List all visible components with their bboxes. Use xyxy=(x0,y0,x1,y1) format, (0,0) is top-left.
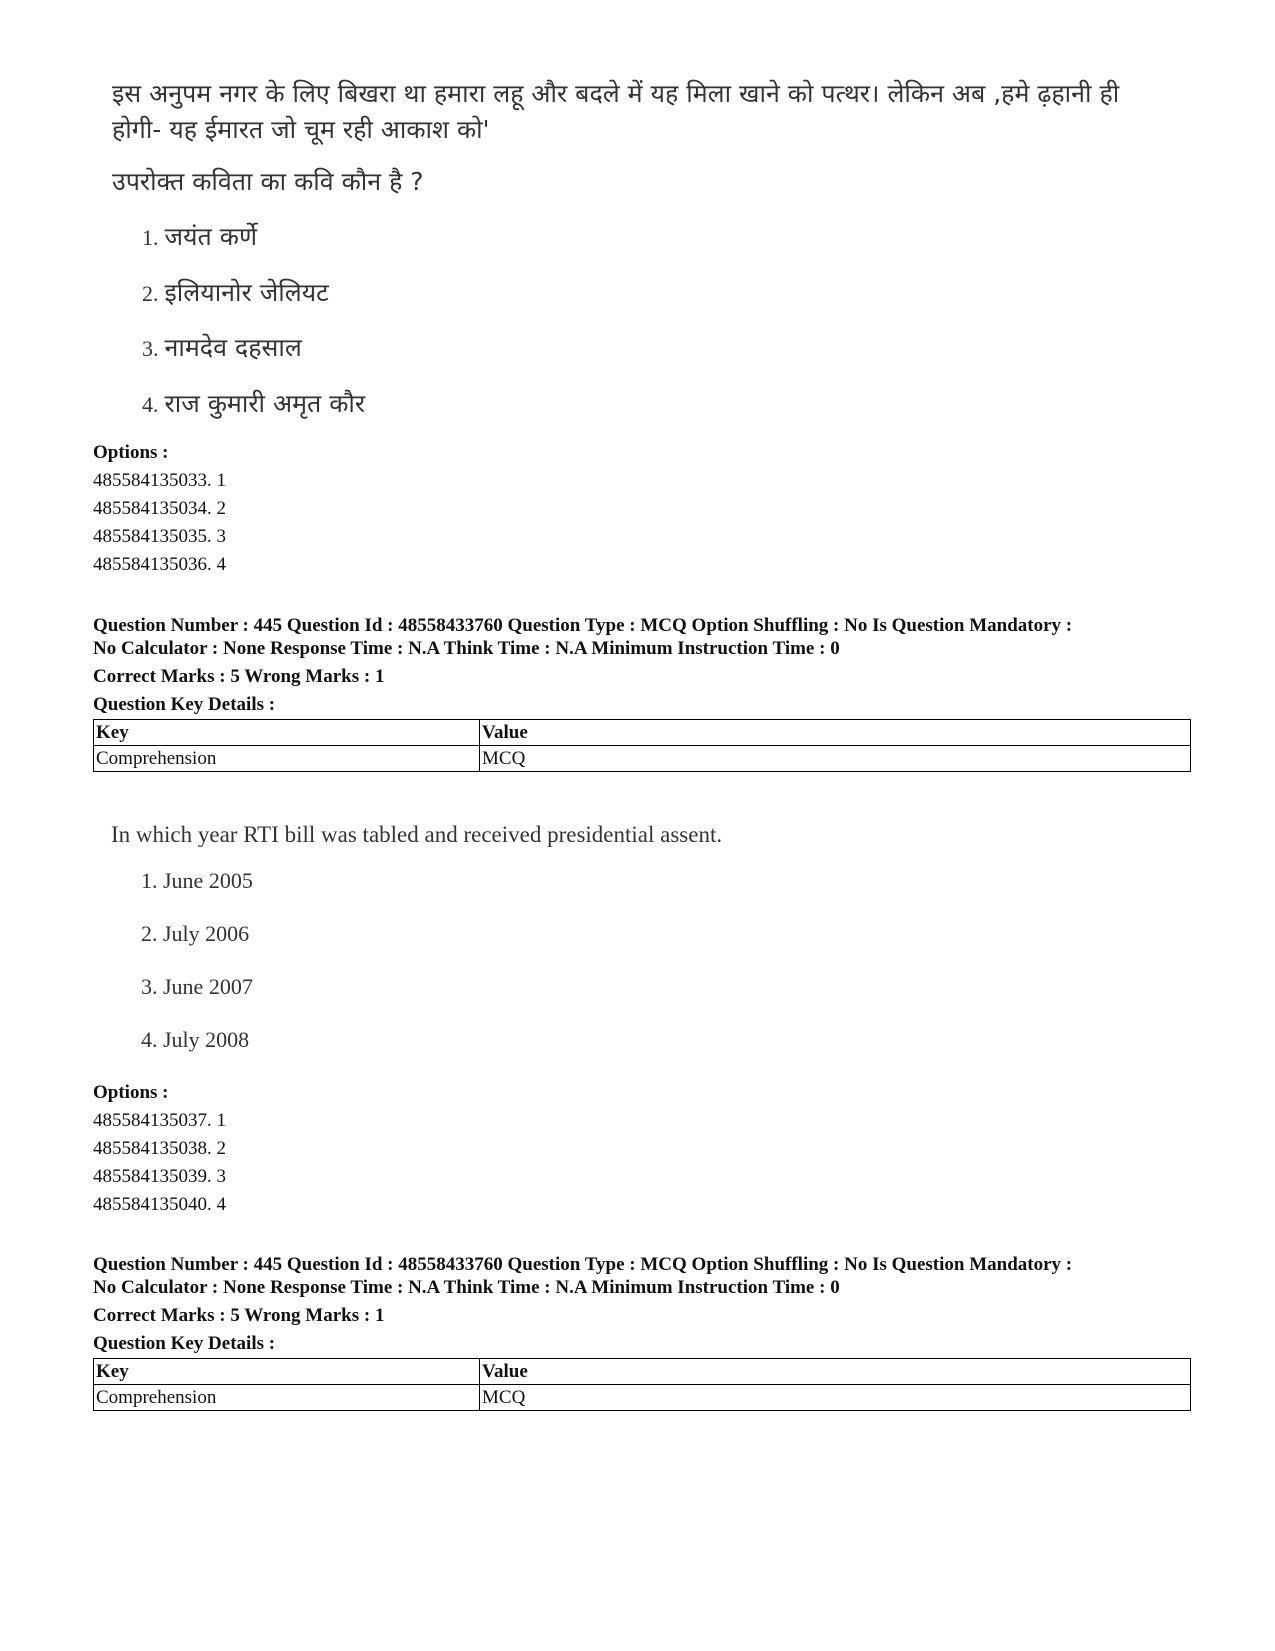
table-header-key: Key xyxy=(94,1359,480,1385)
question-meta-line: Question Number : 445 Question Id : 48558433760 Question Type : MCQ Option Shuffling : No Is Question Mandatory : xyxy=(93,615,1073,636)
options-label: Options : xyxy=(93,442,169,463)
choice-text: नामदेव दहसाल xyxy=(164,333,302,362)
table-cell-value: MCQ xyxy=(480,1385,1191,1411)
choice-text: इलियानोर जेलियट xyxy=(164,278,329,307)
table-cell-value: MCQ xyxy=(480,746,1191,772)
question-choice: 3. June 2007 xyxy=(141,974,253,999)
key-details-table xyxy=(93,1358,1191,1411)
choice-text: जयंत कर्णे xyxy=(164,222,258,251)
table-row xyxy=(94,746,1191,772)
choice-number: 1. xyxy=(142,225,159,250)
marks-line: Correct Marks : 5 Wrong Marks : 1 xyxy=(93,666,385,687)
choice-number: 2. xyxy=(142,281,159,306)
question-choice xyxy=(142,219,257,253)
question-choice: 1. June 2005 xyxy=(141,868,253,893)
question-meta-line: Question Number : 445 Question Id : 48558433760 Question Type : MCQ Option Shuffling : No Is Question Mandatory : xyxy=(93,1254,1073,1275)
question-meta-line: No Calculator : None Response Time : N.A Think Time : N.A Minimum Instruction Time : 0 xyxy=(93,638,840,659)
key-details-label: Question Key Details : xyxy=(93,694,276,715)
table-cell-key: Comprehension xyxy=(94,746,480,772)
question-choice: 4. July 2008 xyxy=(141,1027,250,1052)
table-header-row xyxy=(94,1359,1191,1385)
option-id: 485584135036. 4 xyxy=(93,554,226,575)
question-choice: 2. July 2006 xyxy=(141,921,250,946)
question-passage: इस अनुपम नगर के लिए बिखरा था हमारा लहू और बदले में यह मिला खाने को पत्थर। लेकिन अब ,हमे ढ़हानी ही होगी- यह ईमारत जो चूम रही आकाश को' xyxy=(112,79,1120,144)
option-id: 485584135039. 3 xyxy=(93,1166,226,1187)
choice-text: राज कुमारी अमृत कौर xyxy=(164,389,366,418)
marks-line: Correct Marks : 5 Wrong Marks : 1 xyxy=(93,1305,385,1326)
table-cell-key: Comprehension xyxy=(94,1385,480,1411)
choice-number: 3. xyxy=(142,336,159,361)
key-details-label: Question Key Details : xyxy=(93,1333,276,1354)
option-id: 485584135038. 2 xyxy=(93,1138,226,1159)
question-text: In which year RTI bill was tabled and received presidential assent. xyxy=(111,822,723,847)
options-label: Options : xyxy=(93,1082,169,1103)
option-id: 485584135035. 3 xyxy=(93,526,226,547)
question-choice xyxy=(142,386,365,420)
question-choice xyxy=(142,275,329,309)
question-text: उपरोक्त कविता का कवि कौन है ? xyxy=(112,167,424,196)
option-id: 485584135040. 4 xyxy=(93,1194,226,1215)
option-id: 485584135034. 2 xyxy=(93,498,226,519)
table-header-value: Value xyxy=(480,1359,1191,1385)
table-row xyxy=(94,1385,1191,1411)
key-details-table xyxy=(93,719,1191,772)
question-choice xyxy=(142,330,302,364)
table-header-value: Value xyxy=(480,720,1191,746)
table-header-row xyxy=(94,720,1191,746)
option-id: 485584135037. 1 xyxy=(93,1110,226,1131)
table-header-key: Key xyxy=(94,720,480,746)
question-meta-line: No Calculator : None Response Time : N.A Think Time : N.A Minimum Instruction Time : 0 xyxy=(93,1277,840,1298)
choice-number: 4. xyxy=(142,392,159,417)
option-id: 485584135033. 1 xyxy=(93,470,226,491)
